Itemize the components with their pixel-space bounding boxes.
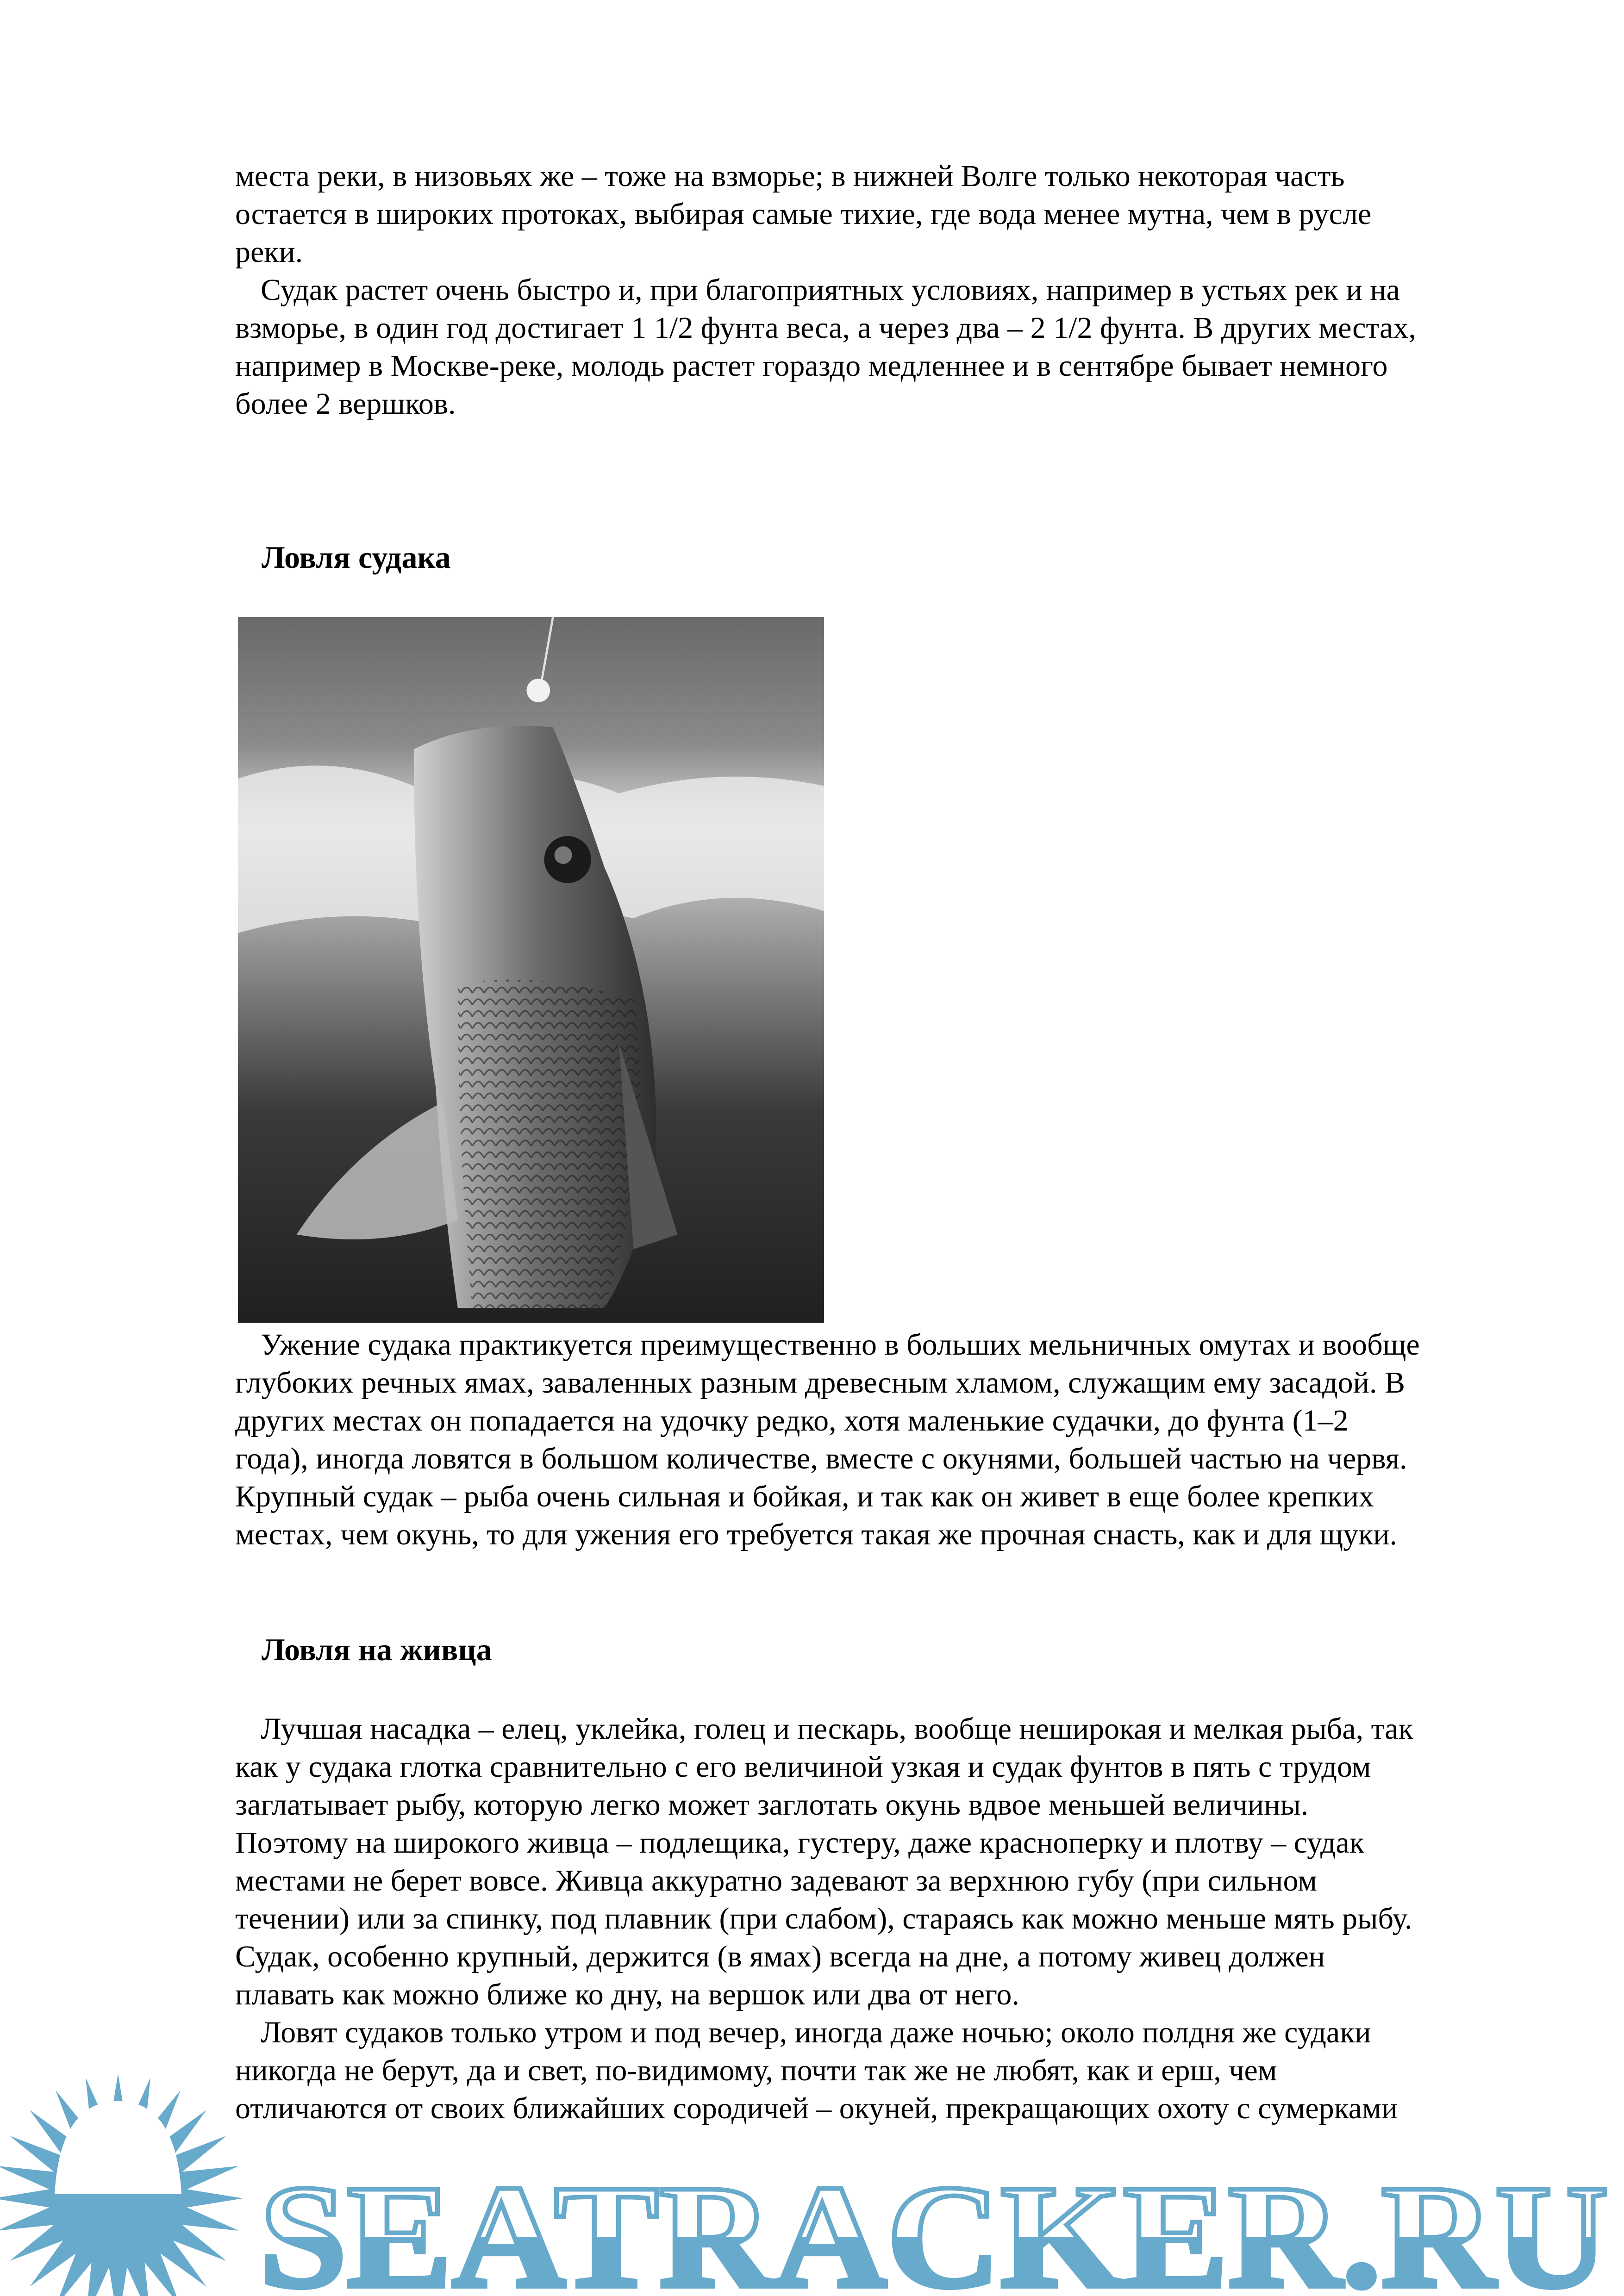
fish-photo [238,617,824,1323]
text-line: места реки, в низовьях же – тоже на взморье; в нижней Волге только некоторая часть [235,159,1345,193]
paragraph-1 [235,157,1371,271]
text-line: отличаются от своих ближайших сородичей – окуней, прекращающих охоту с сумерками [235,2091,1398,2125]
text-line: как у судака глотка сравнительно с его величиной узкая и судак фунтов в пять с трудом [235,1750,1371,1784]
text-line: более 2 вершков. [235,387,456,421]
text-line: например в Москве-реке, молодь растет гораздо медленнее и в сентябре бывает немного [235,349,1388,383]
text-line: местах, чем окунь, то для ужения его требуется такая же прочная снасть, как и для щуки. [235,1518,1398,1551]
text-line: Судак, особенно крупный, держится (в ямах) всегда на дне, а потому живец должен [235,1940,1325,1973]
paragraph-2 [235,271,1416,423]
sun-icon [0,2073,243,2296]
section-heading-live-bait-fishing: Ловля на живца [262,1632,492,1667]
seatracker-logo [0,2069,1624,2296]
text-line: Ужение судака практикуется преимущественно в больших мельничных омутах и вообще [261,1328,1420,1362]
text-line: плавать как можно ближе ко дну, на вершок или два от него. [235,1978,1019,2011]
text-line: взморье, в один год достигает 1 1/2 фунта веса, а через два – 2 1/2 фунта. В других местах, [235,311,1416,345]
text-line: года), иногда ловятся в большом количестве, вместе с окунями, большей частью на червя. [235,1442,1407,1475]
text-line: реки. [235,235,303,269]
text-line: Лучшая насадка – елец, уклейка, голец и пескарь, вообще неширокая и мелкая рыба, так [261,1712,1413,1746]
text-line: заглатывает рыбу, которую легко может заглотать окунь вдвое меньшей величины. [235,1788,1309,1822]
text-line: Поэтому на широкого живца – подлещика, густеру, даже красноперку и плотву – судак [235,1826,1364,1860]
text-line: глубоких речных ямах, заваленных разным древесным хламом, служащим ему засадой. В [235,1366,1405,1400]
text-line: остается в широких протоках, выбирая самые тихие, где вода менее мутна, чем в русле [235,197,1372,231]
text-line: местами не берет вовсе. Живца аккуратно задевают за верхнюю губу (при сильном [235,1864,1317,1898]
logo-text: SEATRACKER.RU [259,2155,1609,2296]
paragraph-4 [235,1710,1413,2014]
text-line: никогда не берут, да и свет, по-видимому, почти так же не любят, как и ерш, чем [235,2053,1277,2087]
text-line: других местах он попадается на удочку редко, хотя маленькие судачки, до фунта (1–2 [235,1404,1349,1437]
text-line: Ловят судаков только утром и под вечер, иногда даже ночью; около полдня же судаки [261,2016,1371,2049]
section-heading-pike-perch-fishing: Ловля судака [262,540,451,575]
text-line: Крупный судак – рыба очень сильная и бойкая, и так как он живет в еще более крепких [235,1480,1374,1513]
text-line: Судак растет очень быстро и, при благоприятных условиях, например в устьях рек и на [261,273,1400,307]
text-line: течении) или за спинку, под плавник (при слабом), стараясь как можно меньше мять рыбу. [235,1902,1412,1935]
paragraph-3 [235,1326,1420,1554]
